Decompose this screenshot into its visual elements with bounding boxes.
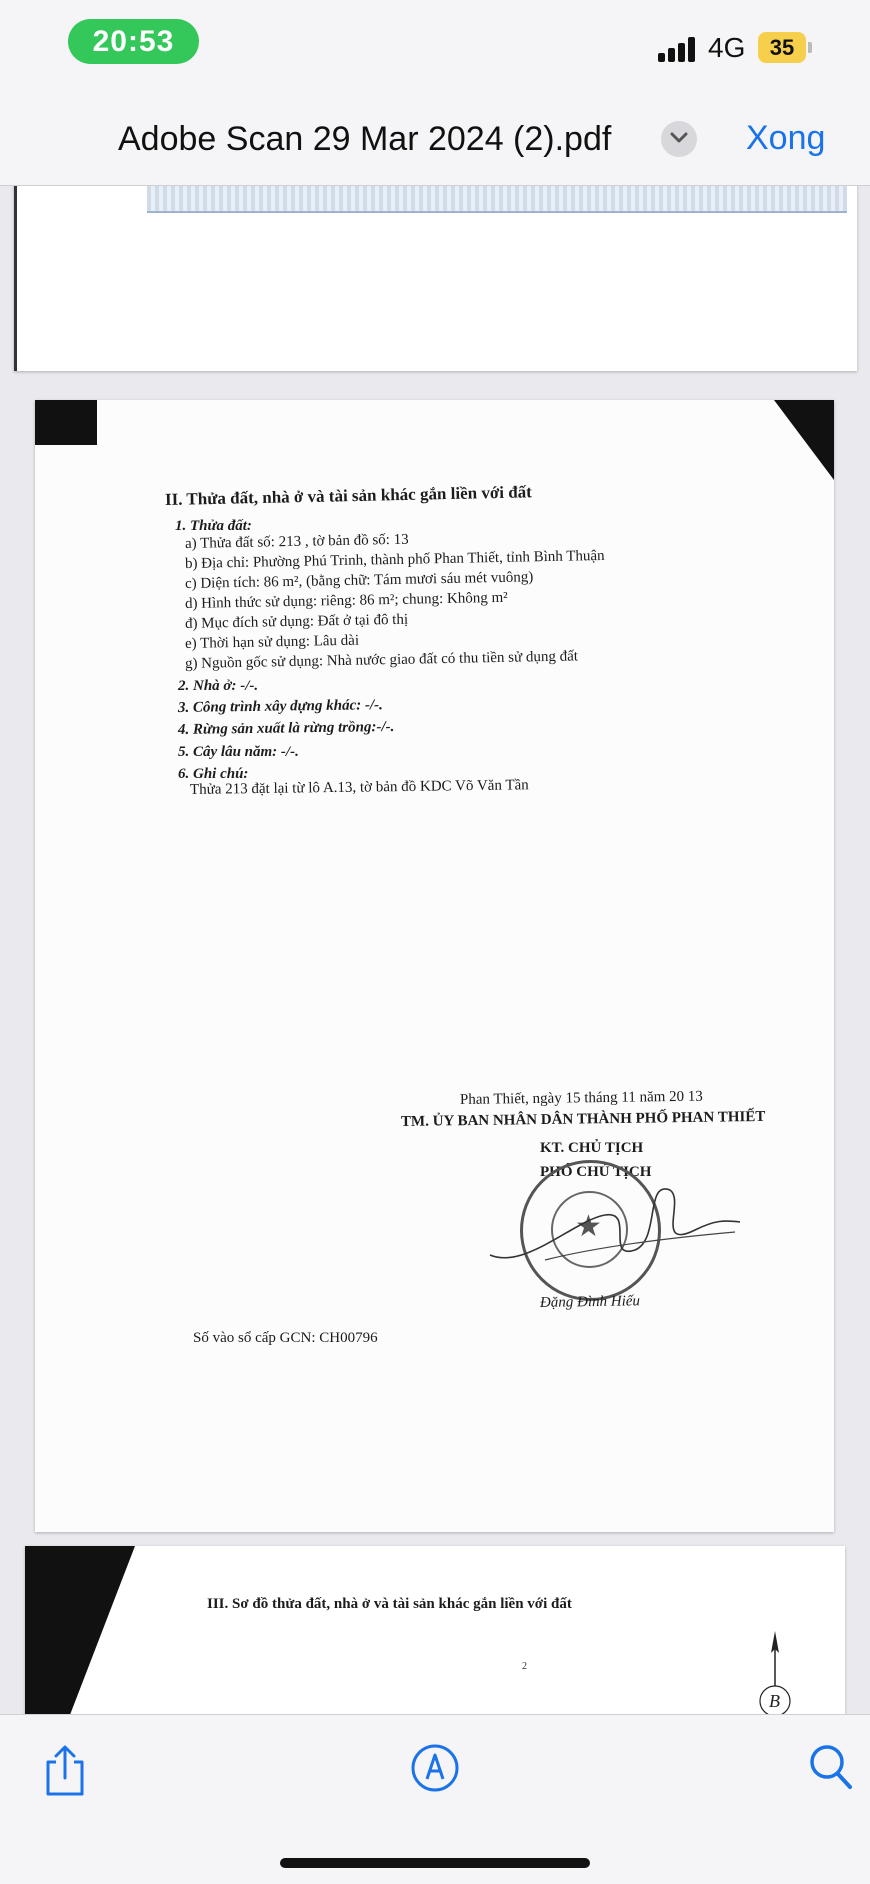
doc-line: c) Diện tích: 86 m², (bằng chữ: Tám mươi sáu mét vuông) — [184, 569, 534, 592]
share-icon[interactable] — [40, 1744, 90, 1798]
document-title[interactable]: Adobe Scan 29 Mar 2024 (2).pdf — [118, 120, 612, 158]
markup-icon[interactable] — [410, 1743, 460, 1793]
pdf-page-next — [25, 1546, 845, 1714]
section-heading: III. Sơ đồ thửa đất, nhà ở và tài sản khác gắn liền với đất — [207, 1596, 572, 1612]
doc-line: d) Hình thức sử dụng: riêng: 86 m²; chung: Không m² — [184, 589, 508, 612]
search-icon[interactable] — [808, 1743, 854, 1791]
pdf-page-previous — [14, 186, 857, 371]
doc-line: e) Thời hạn sử dụng: Lâu dài — [184, 632, 360, 652]
signature-icon — [485, 1160, 745, 1280]
item-heading: 6. Ghi chú: — [178, 766, 249, 782]
battery-icon — [758, 32, 810, 63]
doc-line: g) Nguồn gốc sử dụng: Nhà nước giao đất có thu tiền sử dụng đất — [184, 648, 579, 672]
cellular-signal-icon — [658, 36, 700, 62]
doc-line: 4. Rừng sản xuất là rừng trồng:-/-. — [177, 718, 395, 738]
sign-date: Phan Thiết, ngày 15 tháng 11 năm 20 13 — [459, 1088, 703, 1108]
doc-line: 2. Nhà ở: -/-. — [178, 678, 259, 694]
doc-line: đ) Mục đích sử dụng: Đất ở tại đô thị — [184, 611, 409, 632]
title-menu-button[interactable] — [661, 121, 697, 157]
status-time: 20:53 — [68, 19, 199, 64]
gcn-entry: Số vào sổ cấp GCN: CH00796 — [193, 1330, 378, 1346]
decorative-border — [147, 186, 847, 213]
home-indicator[interactable] — [280, 1858, 590, 1868]
sign-org: TM. ỦY BAN NHÂN DÂN THÀNH PHỐ PHAN THIẾT — [400, 1108, 766, 1130]
done-button[interactable]: Xong — [746, 119, 826, 157]
nav-bar — [0, 95, 870, 186]
doc-line: b) Địa chỉ: Phường Phú Trinh, thành phố Phan Thiết, tỉnh Bình Thuận — [184, 547, 605, 572]
section-heading: II. Thửa đất, nhà ở và tài sản khác gắn liền với đất — [164, 482, 533, 509]
compass-label: B — [769, 1691, 780, 1711]
doc-line: 3. Công trình xây dựng khác: -/-. — [177, 697, 383, 716]
doc-line: 5. Cây lâu năm: -/-. — [178, 744, 299, 760]
doc-line: a) Thửa đất số: 213 , tờ bản đồ số: 13 — [184, 531, 409, 552]
page-number: 2 — [522, 1661, 527, 1672]
scan-corner-shadow — [25, 1546, 135, 1714]
scanned-certificate — [35, 400, 834, 1532]
battery-level: 35 — [758, 32, 806, 63]
doc-line: Thửa 213 đặt lại từ lô A.13, tờ bản đồ KDC Võ Văn Tần — [189, 777, 529, 798]
sign-title: PHÓ CHỦ TỊCH — [540, 1164, 652, 1180]
status-bar — [0, 0, 870, 95]
chevron-down-icon — [670, 132, 688, 144]
official-seal-icon: ★ — [520, 1160, 661, 1301]
network-type: 4G — [708, 32, 746, 63]
item-heading: 1. Thửa đất: — [175, 518, 252, 534]
sign-title: KT. CHỦ TỊCH — [540, 1140, 644, 1156]
signer-name: Đặng Đình Hiếu — [539, 1293, 641, 1311]
pdf-page-current — [35, 400, 834, 1532]
pdf-viewer[interactable] — [0, 186, 870, 1714]
